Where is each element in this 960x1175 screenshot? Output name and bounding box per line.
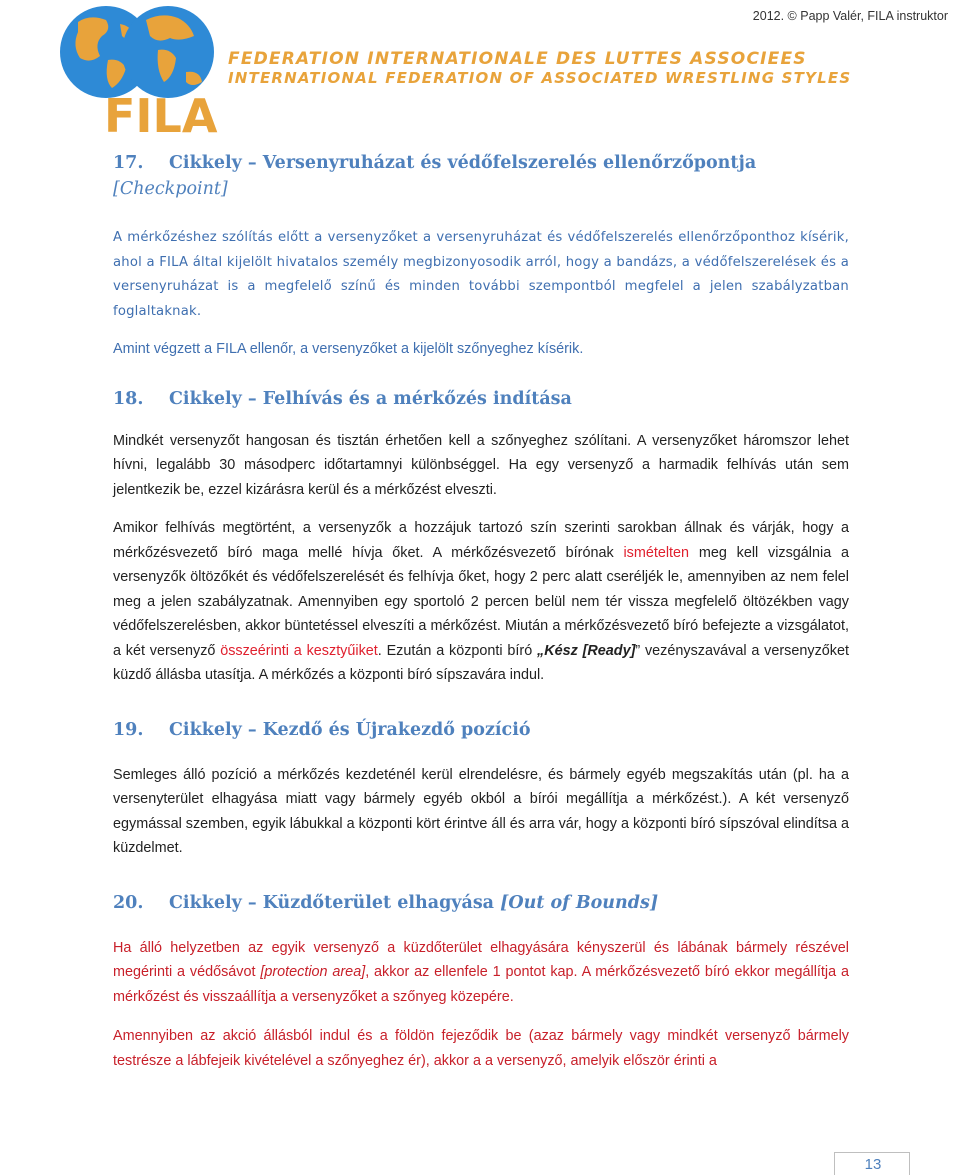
article-18-paragraph-1: Mindkét versenyzőt hangosan és tisztán érhetően kell a szőnyeghez szólítani. A versenyzőket háromszor lehet hívni, legalább 30 másodperc időtartamnyi különbséggel. Ha egy versenyző a harmadik felhívás után sem jelentkezik be, ezzel kizárásra kerül és a mérkőzést elveszti. — [113, 432, 849, 498]
text-run: ” vezényszavával a versenyzőket küzdő állásba utasítja. A mérkőzés a központi bíró sípszavára indul. — [113, 642, 849, 683]
article-17-heading — [113, 150, 849, 202]
article-19-paragraph-1: Semleges álló pozíció a mérkőzés kezdeténél kerül elrendelésre, és bármely egyéb megszakítás után (pl. ha a versenyterület elhagyása miatt vagy bármely egyéb okból a bírói megállítja a mérkőzést.). A két versenyző egymással szemben, egyik lábukkal a központi kört érintve áll és arra vár, hogy a központi bíró sípszóval elindítsa a küzdelmet. — [113, 766, 849, 856]
article-20-paragraph-1 — [113, 936, 849, 1010]
article-number: 19. — [113, 719, 144, 740]
article-17-paragraph-1: A mérkőzéshez szólítás előtt a versenyzőket a versenyruházat és védőfelszerelés ellenőrzőponthoz kísérik, ahol a FILA által kijelölt hivatalos személy megbizonyosodik arról, hogy a bandázs, a védőfelszerelések és a versenyruházat is a megfelelő színű és minden további szempontból megfelel a jelen szabályzatban foglaltaknak. — [113, 230, 849, 319]
article-title: Cikkely – Kezdő és Újrakezdő pozíció — [169, 719, 531, 740]
article-18-paragraph-2 — [113, 516, 849, 688]
fila-logo — [50, 2, 220, 134]
article-subtitle: [Checkpoint] — [113, 179, 228, 199]
org-name-english: INTERNATIONAL FEDERATION OF ASSOCIATED WRESTLING STYLES — [228, 69, 852, 87]
article-title: Cikkely – Küzdőterület elhagyása — [169, 892, 495, 913]
article-title: Cikkely – Felhívás és a mérkőzés indítása — [169, 388, 572, 409]
text-run: Amikor felhívás megtörtént, a versenyzők a hozzájuk tartozó szín szerinti sarokban állnak és várják, hogy a mérkőzésvezető bíró maga mellé hívja őket. A mérkőzésvezető bírónak — [113, 520, 849, 561]
document-body — [113, 150, 849, 1073]
article-number: 17. — [113, 153, 144, 173]
italic-term: [protection area] — [260, 964, 366, 980]
article-18-heading — [113, 386, 849, 412]
header-meta: 2012. © Papp Valér, FILA instruktor — [752, 9, 948, 23]
article-number: 18. — [113, 388, 144, 409]
page-number: 13 — [864, 1156, 882, 1173]
text-run: . Ezután a központi bíró — [377, 642, 538, 659]
article-20-paragraph-2: Amennyiben az akció állásból indul és a földön fejeződik be (azaz bármely vagy mindkét versenyző bármely testrésze a lábfejeik kivételével a szőnyeghez ér), akkor a a versenyző, amelyik először érinti a — [113, 1028, 849, 1069]
article-number: 20. — [113, 892, 144, 913]
org-name-french: FEDERATION INTERNATIONALE DES LUTTES ASSOCIEES — [228, 49, 807, 69]
text-run: meg kell vizsgálnia a versenyzők öltözőkét és védőfelszerelését és felhívja őket, hogy 2 perc alatt cseréljék le, amennyiben az nem felel meg a jelen szabályzatnak. Amennyiben egy sportoló 2 percen belül nem tér vissza megfelelő öltözékben vagy védőfelszerelésben, akkor büntetéssel elveszíti a mérkőzést. Miután a mérkőzésvezető bíró befejezte a vizsgálatot, a két versenyző — [113, 544, 849, 659]
command-text: „Kész [Ready] — [537, 642, 636, 659]
text-run: Ha álló helyzetben az egyik versenyző a küzdőterület elhagyására kényszerül és lábának bármely részével megérinti a védősávot — [113, 939, 849, 980]
article-20-heading — [113, 890, 849, 916]
highlight-text: ismételten — [623, 544, 690, 561]
article-title: Cikkely – Versenyruházat és védőfelszerelés ellenőrzőpontja — [169, 153, 757, 173]
article-17-paragraph-2: Amint végzett a FILA ellenőr, a versenyzőket a kijelölt szőnyeghez kísérik. — [113, 341, 584, 357]
fila-logo-text: FILA — [104, 89, 218, 134]
globe-icon-right — [122, 6, 214, 98]
article-title-italic: [Out of Bounds] — [500, 892, 659, 913]
article-19-heading — [113, 717, 849, 743]
text-run: , akkor az ellenfele 1 pontot kap. A mérkőzésvezető bíró ekkor megállítja a mérkőzést és visszaállítja a versenyzőket a szőnyeg közepére. — [113, 964, 849, 1005]
highlight-text: összeérinti a kesztyűiket — [220, 642, 378, 659]
